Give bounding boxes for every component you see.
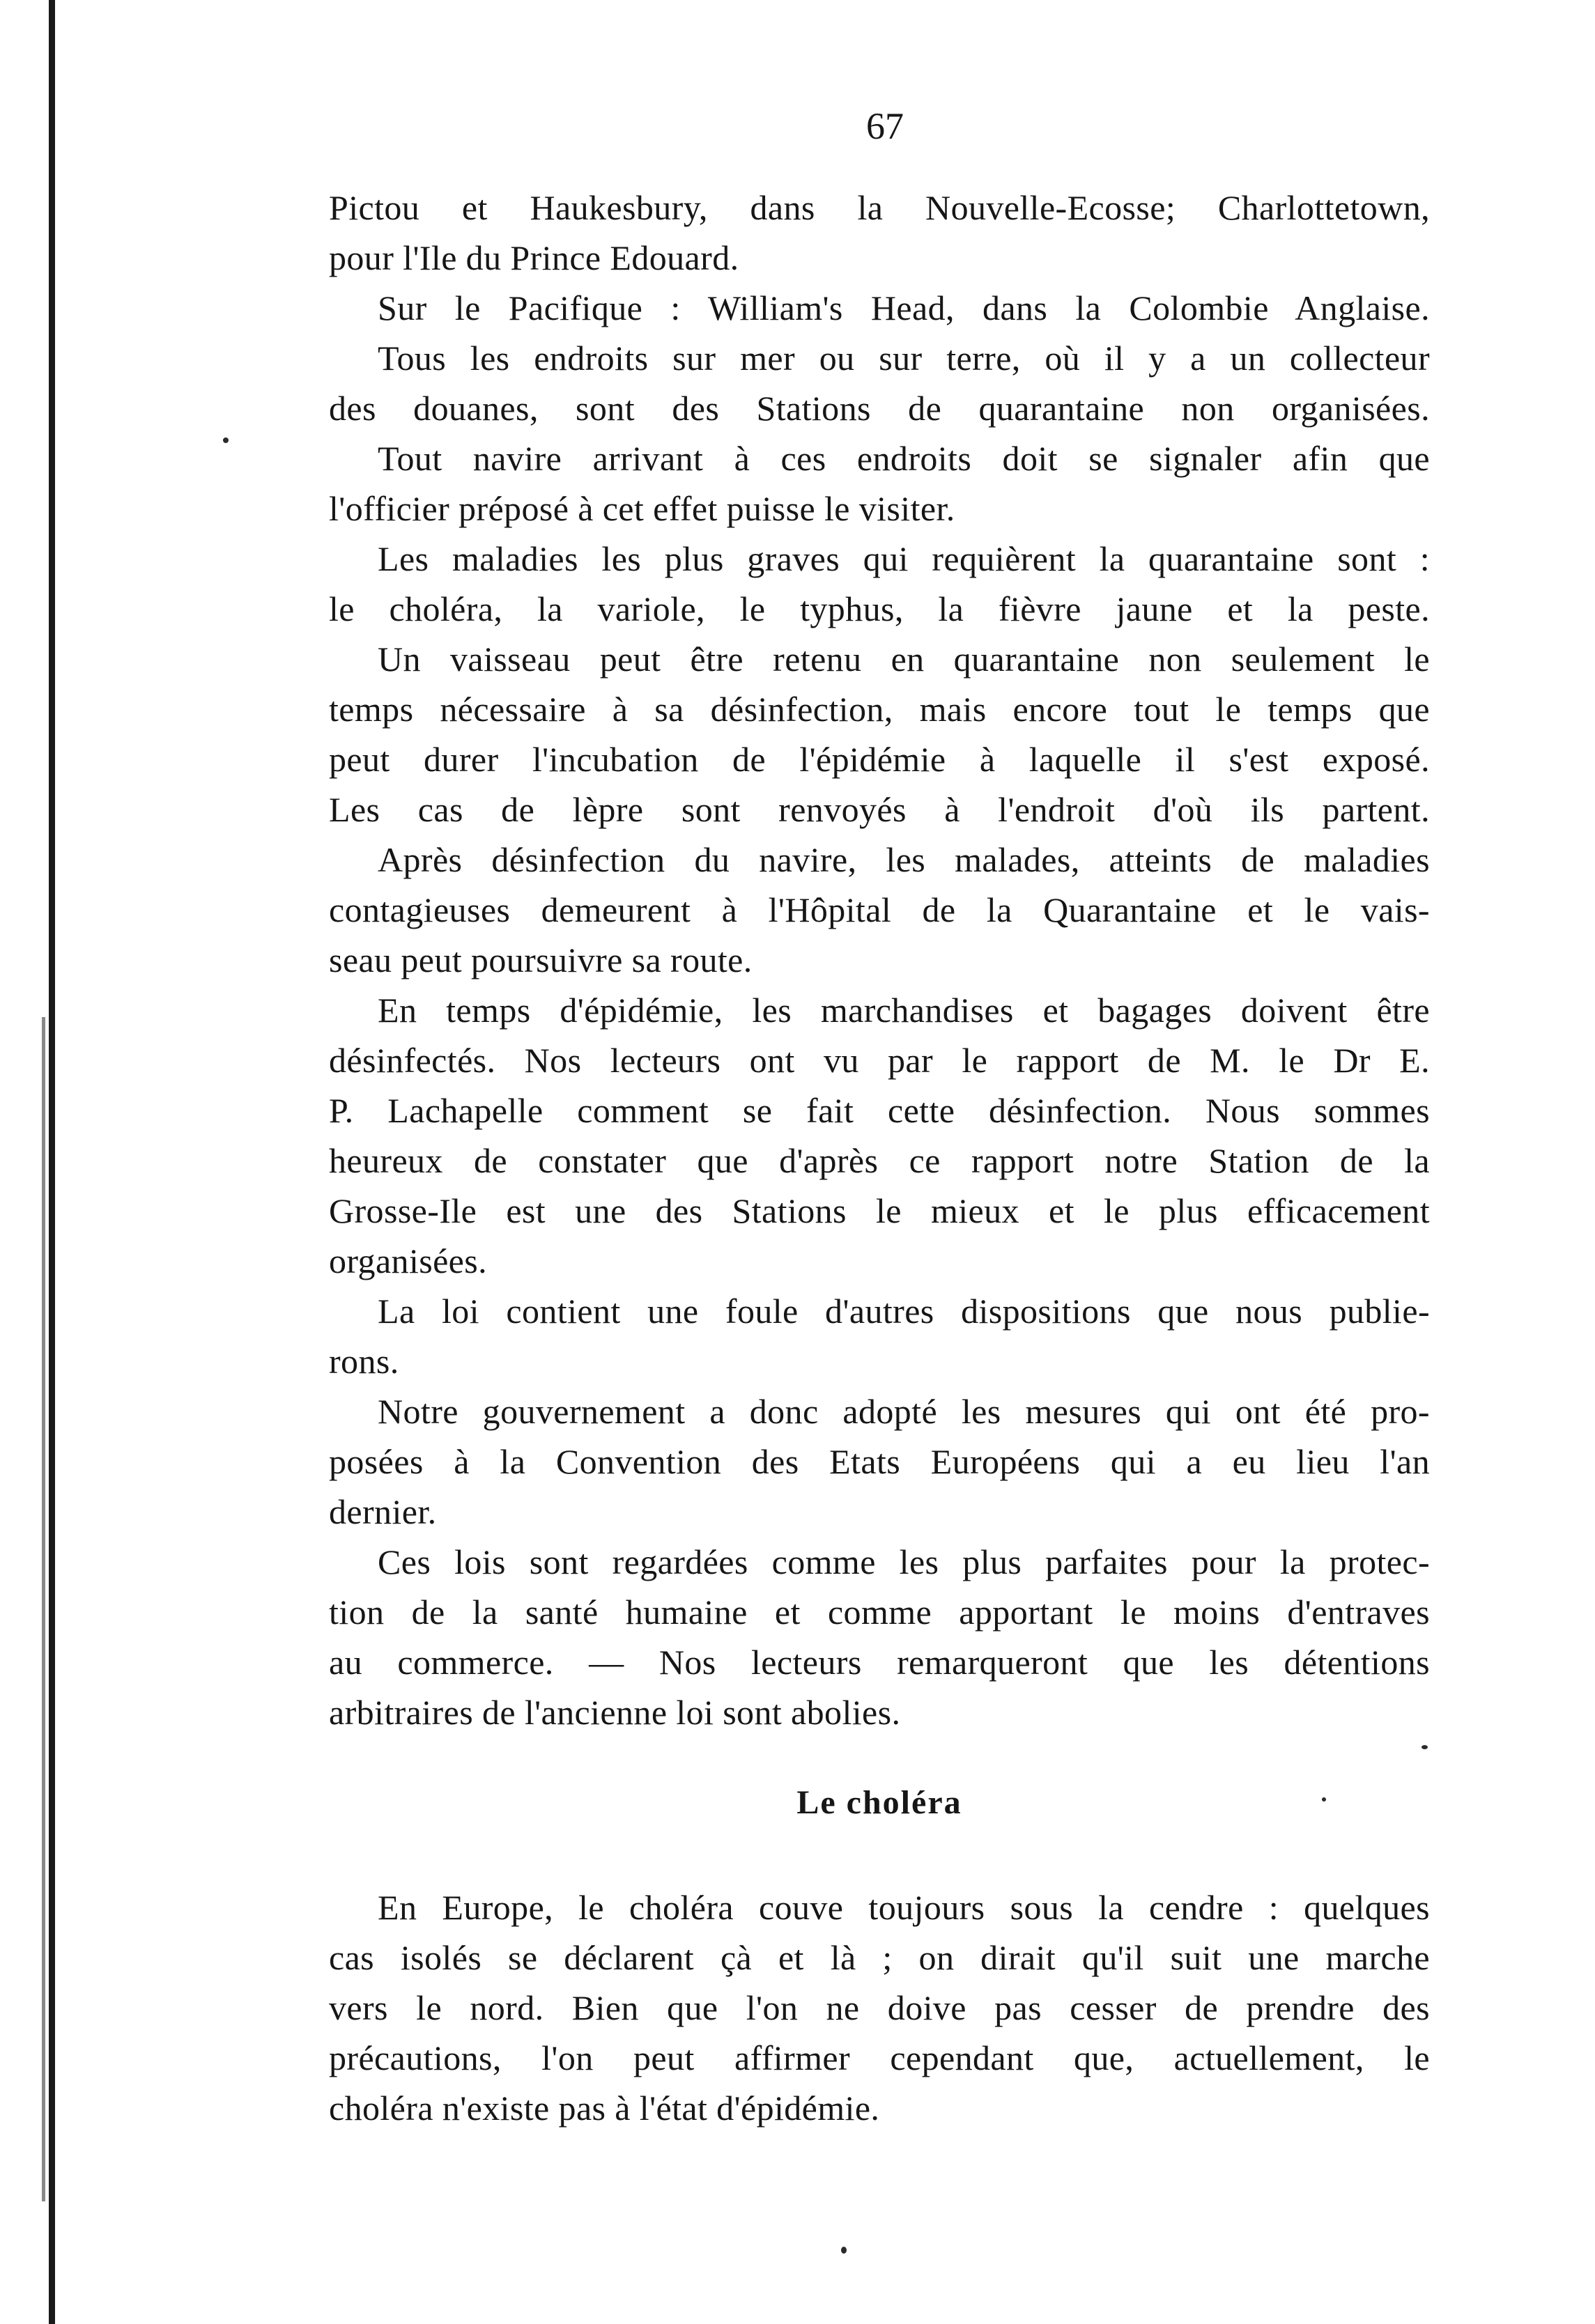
speck: [223, 437, 229, 443]
speck: [1322, 1797, 1326, 1802]
text-after-heading: [329, 1882, 1430, 2133]
text-before-heading: [329, 183, 1430, 1737]
paragraph: [329, 1537, 1430, 1737]
text-line: peut durer l'incubation de l'épidémie à laquelle il s'est exposé.: [329, 740, 1430, 779]
section-heading: Le choléra: [796, 1784, 962, 1821]
text-line: seau peut poursuivre sa route.: [329, 940, 753, 979]
text-line: posées à la Convention des Etats Européens qui a eu lieu l'an: [329, 1442, 1430, 1481]
page-number: 67: [866, 105, 904, 147]
paragraph: [329, 433, 1430, 534]
text-line: pour l'Ile du Prince Edouard.: [329, 238, 739, 277]
binding-shadow: [42, 1017, 45, 2201]
speck: [841, 2247, 847, 2254]
text-line: précautions, l'on peut affirmer cependant que, actuellement, le: [329, 2038, 1430, 2077]
text-line: organisées.: [329, 1241, 488, 1280]
text-line: heureux de constater que d'après ce rapport notre Station de la: [329, 1141, 1430, 1180]
text-line: En temps d'épidémie, les marchandises et bagages doivent être: [378, 991, 1430, 1030]
text-line: Tout navire arrivant à ces endroits doit se signaler afin que: [378, 439, 1430, 478]
text-line: au commerce. — Nos lecteurs remarqueront que les détentions: [329, 1643, 1430, 1682]
paragraph: [329, 283, 1430, 333]
speck: [1421, 1745, 1428, 1749]
text-line: Tous les endroits sur mer ou sur terre, où il y a un collecteur: [378, 339, 1430, 378]
text-line: le choléra, la variole, le typhus, la fièvre jaune et la peste.: [329, 589, 1430, 628]
text-line: cas isolés se déclarent çà et là ; on dirait qu'il suit une marche: [329, 1938, 1430, 1977]
text-line: Grosse-Ile est une des Stations le mieux et le plus efficacement: [329, 1191, 1430, 1230]
paragraph: [329, 985, 1430, 1286]
text-line: des douanes, sont des Stations de quarantaine non organisées.: [329, 389, 1430, 428]
binding-edge: [49, 0, 55, 2324]
text-line: contagieuses demeurent à l'Hôpital de la Quarantaine et le vais-: [329, 890, 1430, 929]
paragraph: [329, 835, 1430, 985]
text-line: désinfectés. Nos lecteurs ont vu par le rapport de M. le Dr E.: [329, 1041, 1430, 1080]
text-line: tion de la santé humaine et comme apportant le moins d'entraves: [329, 1593, 1430, 1632]
paragraph: [329, 333, 1430, 433]
paragraph: [329, 534, 1430, 634]
text-line: dernier.: [329, 1492, 437, 1531]
text-line: rons.: [329, 1342, 399, 1381]
text-line: Un vaisseau peut être retenu en quarantaine non seulement le: [378, 640, 1430, 679]
text-line: Les maladies les plus graves qui requièrent la quarantaine sont :: [378, 539, 1430, 578]
paragraph: [329, 634, 1430, 835]
text-line: Sur le Pacifique : William's Head, dans la Colombie Anglaise.: [378, 288, 1430, 327]
text-line: arbitraires de l'ancienne loi sont abolies.: [329, 1693, 901, 1732]
paragraph: [329, 1882, 1430, 2133]
text-line: temps nécessaire à sa désinfection, mais encore tout le temps que: [329, 690, 1430, 729]
text-line: Les cas de lèpre sont renvoyés à l'endroit d'où ils partent.: [329, 790, 1430, 829]
text-line: vers le nord. Bien que l'on ne doive pas cesser de prendre des: [329, 1988, 1430, 2027]
text-line: Pictou et Haukesbury, dans la Nouvelle-Ecosse; Charlottetown,: [329, 188, 1430, 227]
text-line: Notre gouvernement a donc adopté les mesures qui ont été pro-: [378, 1392, 1430, 1431]
text-line: choléra n'existe pas à l'état d'épidémie.: [329, 2089, 880, 2128]
text-line: Après désinfection du navire, les malades, atteints de maladies: [378, 840, 1430, 879]
paragraph: [329, 1386, 1430, 1537]
page-body: [329, 183, 1430, 2133]
text-line: P. Lachapelle comment se fait cette désinfection. Nous sommes: [329, 1091, 1430, 1130]
text-line: l'officier préposé à cet effet puisse le visiter.: [329, 489, 955, 528]
paragraph: [329, 1286, 1430, 1386]
text-line: En Europe, le choléra couve toujours sous la cendre : quelques: [378, 1888, 1430, 1927]
text-line: La loi contient une foule d'autres dispositions que nous publie-: [378, 1292, 1430, 1331]
text-line: Ces lois sont regardées comme les plus parfaites pour la protec-: [378, 1542, 1430, 1581]
paragraph: [329, 183, 1430, 283]
